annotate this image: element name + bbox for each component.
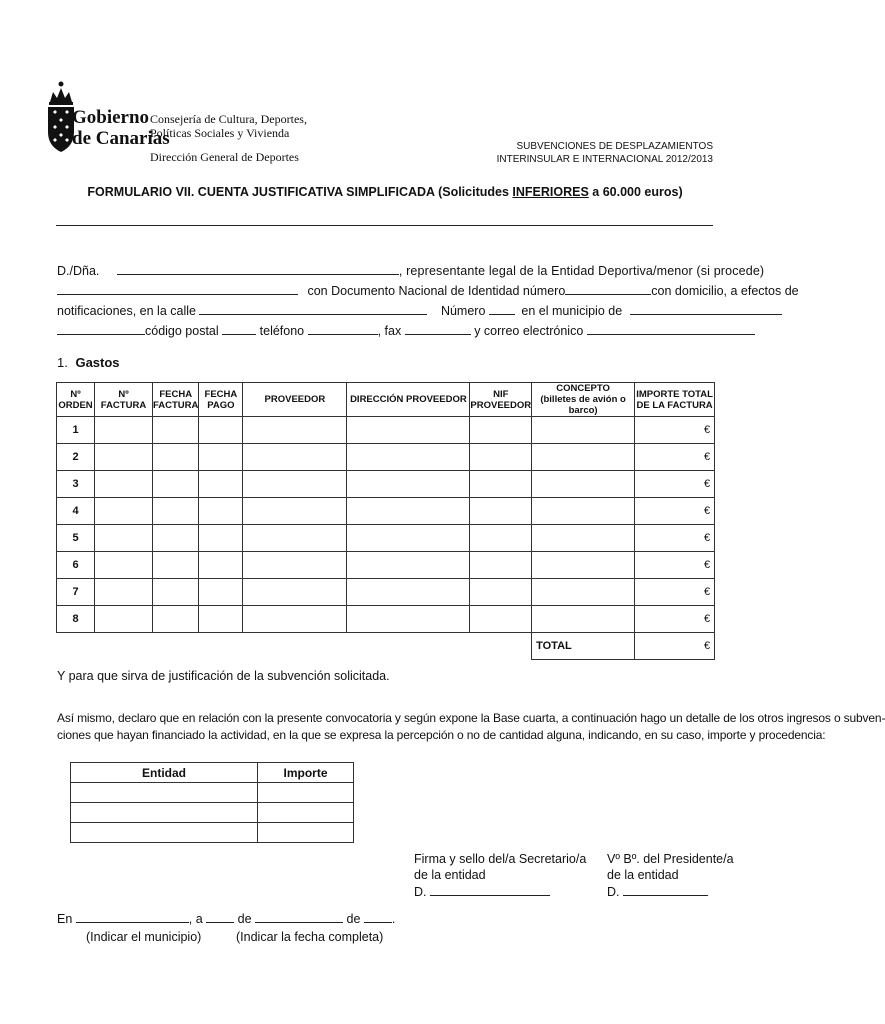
telefono-label: teléfono <box>259 324 305 338</box>
firma-presidente-line3 <box>607 883 734 900</box>
dna-label: D./Dña. <box>57 264 100 278</box>
nif-cell[interactable] <box>470 525 532 552</box>
direccion-cell[interactable] <box>347 444 470 471</box>
nif-cell[interactable] <box>470 579 532 606</box>
factura-cell[interactable] <box>95 552 153 579</box>
factura-cell[interactable] <box>95 498 153 525</box>
col-importe-ingreso: Importe <box>258 763 354 783</box>
title-suffix: a 60.000 euros) <box>588 185 683 199</box>
form-title <box>0 185 770 199</box>
orden-cell: 1 <box>57 417 95 444</box>
dia-field[interactable] <box>206 910 234 923</box>
con-dni-text: con Documento Nacional de Identidad número <box>307 284 566 298</box>
dept-line1: Consejería de Cultura, Deportes, <box>150 112 307 126</box>
ingresos-table <box>70 762 354 843</box>
de1-label: de <box>237 912 252 926</box>
name-field[interactable] <box>117 262 399 275</box>
col-factura: Nº FACTURA <box>95 383 153 417</box>
importe-cell[interactable] <box>258 823 354 843</box>
presidente-name-field[interactable] <box>623 883 708 896</box>
proveedor-cell[interactable] <box>243 471 347 498</box>
fecha-pago-cell[interactable] <box>199 417 243 444</box>
proveedor-cell[interactable] <box>243 579 347 606</box>
importe-cell[interactable]: € <box>635 498 715 525</box>
fecha-factura-cell[interactable] <box>153 525 199 552</box>
header-right-line1: SUBVENCIONES DE DESPLAZAMIENTOS <box>516 141 713 152</box>
entity-field[interactable] <box>57 282 298 295</box>
ingresos-header-row <box>71 763 354 783</box>
firma-presidente-block <box>607 851 734 900</box>
de2-label: de <box>346 912 361 926</box>
col-orden: Nº ORDEN <box>57 383 95 417</box>
numero-label: Número <box>440 304 486 318</box>
nif-cell[interactable] <box>470 471 532 498</box>
firma-secretario-line2: de la entidad <box>414 868 486 882</box>
importe-cell[interactable]: € <box>635 579 715 606</box>
concepto-cell[interactable] <box>532 525 635 552</box>
nif-cell[interactable] <box>470 552 532 579</box>
col-importe: IMPORTE TOTAL DE LA FACTURA <box>635 383 715 417</box>
declaracion-line2: ciones que hayan financiado la actividad, en la que se expresa la percepción o no de cantidad alguna, indicando, en su caso, importe y procedencia: <box>57 728 826 742</box>
municipio-label: en el municipio de <box>521 304 623 318</box>
importe-cell[interactable]: € <box>635 606 715 633</box>
mes-field[interactable] <box>255 910 343 923</box>
concepto-label: CONCEPTO <box>556 383 610 394</box>
fecha-factura-cell[interactable] <box>153 579 199 606</box>
col-proveedor: PROVEEDOR <box>243 383 347 417</box>
declarant-line2 <box>57 282 799 299</box>
gastos-row <box>57 552 715 579</box>
direccion-cell[interactable] <box>347 471 470 498</box>
firma-secretario-line3 <box>414 883 586 900</box>
dept-line3: Dirección General de Deportes <box>150 150 299 164</box>
title-divider <box>56 225 713 226</box>
firma-presidente-line1: Vº Bº. del Presidente/a <box>607 852 734 866</box>
calle-field[interactable] <box>199 302 427 315</box>
fecha-pago-cell[interactable] <box>199 498 243 525</box>
fecha-pago-cell[interactable] <box>199 444 243 471</box>
municipio-firma-field[interactable] <box>76 910 189 923</box>
importe-cell[interactable] <box>258 783 354 803</box>
gastos-table <box>56 382 715 660</box>
fecha-pago-cell[interactable] <box>199 471 243 498</box>
section-number: 1. <box>57 355 68 370</box>
cp-prefix-field[interactable] <box>57 322 145 335</box>
orden-cell: 2 <box>57 444 95 471</box>
ingresos-row <box>71 823 354 843</box>
fecha-factura-cell[interactable] <box>153 471 199 498</box>
direccion-cell[interactable] <box>347 579 470 606</box>
gastos-row <box>57 525 715 552</box>
fecha-factura-cell[interactable] <box>153 606 199 633</box>
nif-cell[interactable] <box>470 444 532 471</box>
proveedor-cell[interactable] <box>243 606 347 633</box>
gastos-row <box>57 579 715 606</box>
concepto-cell[interactable] <box>532 606 635 633</box>
gastos-row <box>57 444 715 471</box>
firma-presidente-line2: de la entidad <box>607 868 679 882</box>
concepto-cell[interactable] <box>532 579 635 606</box>
proveedor-cell[interactable] <box>243 552 347 579</box>
fecha-factura-cell[interactable] <box>153 552 199 579</box>
fecha-factura-cell[interactable] <box>153 417 199 444</box>
ingresos-row <box>71 803 354 823</box>
importe-cell[interactable]: € <box>635 444 715 471</box>
fax-label: , fax <box>377 324 402 338</box>
dept-line2: Políticas Sociales y Vivienda <box>150 126 290 140</box>
factura-cell[interactable] <box>95 444 153 471</box>
nif-cell[interactable] <box>470 606 532 633</box>
factura-cell[interactable] <box>95 525 153 552</box>
fecha-pago-cell[interactable] <box>199 579 243 606</box>
fecha-factura-cell[interactable] <box>153 444 199 471</box>
hint-municipio: (Indicar el municipio) <box>86 930 202 944</box>
col-fecha-pago: FECHA PAGO <box>199 383 243 417</box>
fecha-factura-cell[interactable] <box>153 498 199 525</box>
title-underlined: INFERIORES <box>512 185 589 199</box>
entidad-cell[interactable] <box>71 803 258 823</box>
title-prefix: FORMULARIO VII. CUENTA JUSTIFICATIVA SIMPLIFICADA (Solicitudes <box>87 185 513 199</box>
dni-field[interactable] <box>565 282 651 295</box>
factura-cell[interactable] <box>95 417 153 444</box>
total-importe-cell[interactable]: € <box>635 633 715 660</box>
lugar-fecha-line: En , a de de . <box>57 912 396 926</box>
factura-cell[interactable] <box>95 471 153 498</box>
gastos-total-row <box>57 633 715 660</box>
factura-cell[interactable] <box>95 579 153 606</box>
municipio-field[interactable] <box>630 302 782 315</box>
entidad-cell[interactable] <box>71 823 258 843</box>
importe-cell[interactable]: € <box>635 417 715 444</box>
fecha-pago-cell[interactable] <box>199 552 243 579</box>
orden-cell: 7 <box>57 579 95 606</box>
importe-cell[interactable] <box>258 803 354 823</box>
presidente-d-label: D. <box>607 885 620 899</box>
firma-secretario-block <box>414 851 586 900</box>
a-label: , a <box>188 912 203 926</box>
col-nif: NIF PROVEEDOR <box>470 383 532 417</box>
entidad-cell[interactable] <box>71 783 258 803</box>
gastos-header-row <box>57 383 715 417</box>
gastos-row <box>57 417 715 444</box>
notificaciones-text: notificaciones, en la calle <box>57 304 196 318</box>
anio-field[interactable] <box>364 910 392 923</box>
gastos-row <box>57 498 715 525</box>
gastos-row <box>57 606 715 633</box>
fax-field[interactable] <box>405 322 471 335</box>
concepto-cell[interactable] <box>532 471 635 498</box>
header-right-line2: INTERINSULAR E INTERNACIONAL 2012/2013 <box>496 154 713 165</box>
numero-field[interactable] <box>489 302 515 315</box>
orden-cell: 3 <box>57 471 95 498</box>
direccion-cell[interactable] <box>347 552 470 579</box>
direccion-cell[interactable] <box>347 498 470 525</box>
orden-cell: 6 <box>57 552 95 579</box>
declarant-line4 <box>57 322 755 339</box>
proveedor-cell[interactable] <box>243 525 347 552</box>
nif-cell[interactable] <box>470 417 532 444</box>
justificacion-text: Y para que sirva de justificación de la subvención solicitada. <box>57 669 390 683</box>
concepto-cell[interactable] <box>532 498 635 525</box>
orden-cell: 5 <box>57 525 95 552</box>
proveedor-cell[interactable] <box>243 417 347 444</box>
col-entidad: Entidad <box>71 763 258 783</box>
concepto-cell[interactable] <box>532 552 635 579</box>
concepto-cell[interactable] <box>532 417 635 444</box>
direccion-cell[interactable] <box>347 606 470 633</box>
secretario-name-field[interactable] <box>430 883 550 896</box>
declarant-line1 <box>57 262 765 279</box>
logo-text-line1: Gobierno <box>72 107 150 128</box>
orden-cell: 8 <box>57 606 95 633</box>
importe-cell[interactable]: € <box>635 471 715 498</box>
col-fecha-factura: FECHA FACTURA <box>153 383 199 417</box>
telefono-field[interactable] <box>308 322 378 335</box>
orden-cell: 4 <box>57 498 95 525</box>
section-label: Gastos <box>75 355 120 370</box>
importe-cell[interactable]: € <box>635 552 715 579</box>
gastos-row <box>57 471 715 498</box>
domicilio-text: con domicilio, a efectos de <box>651 284 799 298</box>
representante-text: , representante legal de la Entidad Deportiva/menor (si procede) <box>398 264 765 278</box>
cp-label: código postal <box>145 324 219 338</box>
col-direccion: DIRECCIÓN PROVEEDOR <box>347 383 470 417</box>
proveedor-cell[interactable] <box>243 498 347 525</box>
direccion-cell[interactable] <box>347 525 470 552</box>
direccion-cell[interactable] <box>347 417 470 444</box>
declaracion-line1: Así mismo, declaro que en relación con la presente convocatoria y según expone la Base cuarta, a continuación hago un detalle de los otros ingresos o subven- <box>57 711 885 725</box>
concepto-note: (billetes de avión o barco) <box>540 394 626 416</box>
factura-cell[interactable] <box>95 606 153 633</box>
correo-label: y correo electrónico <box>474 324 584 338</box>
fecha-pago-cell[interactable] <box>199 525 243 552</box>
en-label: En <box>57 912 73 926</box>
ingresos-row <box>71 783 354 803</box>
concepto-cell[interactable] <box>532 444 635 471</box>
total-spacer <box>57 633 532 660</box>
proveedor-cell[interactable] <box>243 444 347 471</box>
firma-secretario-line1: Firma y sello del/a Secretario/a <box>414 852 587 866</box>
fecha-pago-cell[interactable] <box>199 606 243 633</box>
secretario-d-label: D. <box>414 885 427 899</box>
logo-text-line2: de Canarias <box>72 128 170 149</box>
total-label: TOTAL <box>532 633 635 660</box>
col-concepto <box>532 383 635 417</box>
section-gastos-heading <box>57 355 120 371</box>
cp-field[interactable] <box>222 322 256 335</box>
importe-cell[interactable]: € <box>635 525 715 552</box>
nif-cell[interactable] <box>470 498 532 525</box>
declarant-line3 <box>57 302 782 319</box>
correo-field[interactable] <box>587 322 755 335</box>
hint-fecha: (Indicar la fecha completa) <box>236 930 384 944</box>
